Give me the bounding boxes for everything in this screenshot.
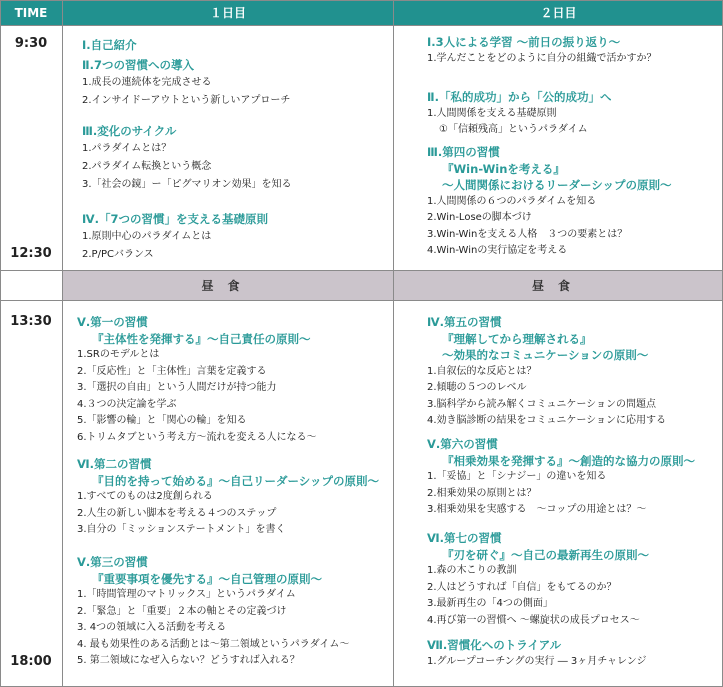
session-heading: Ⅲ.変化のサイクル — [82, 124, 177, 138]
session-heading: Ⅱ.7つの習慣への導入 — [82, 58, 194, 72]
session-item: 4.３つの決定論を学ぶ — [77, 398, 177, 410]
session-item: 3.「社会の鏡」ー「ピグマリオン効果」を知る — [82, 179, 292, 190]
session-item: 2.傾聴の５つのレベル — [427, 382, 527, 393]
session-heading: Ⅵ.第二の習慣 — [77, 457, 152, 471]
session-item: 1.SRのモデルとは — [77, 349, 160, 360]
session-section — [427, 436, 695, 519]
session-item: 2.パラダイム転換という概念 — [82, 161, 212, 172]
session-heading: 『目的を持って始める』～自己リーダーシップの原則～ — [92, 473, 380, 488]
session-item: 3.「選択の自由」という人間だけが持つ能力 — [77, 382, 277, 393]
session-item: 3.脳科学から読み解くコミュニケーションの問題点 — [427, 398, 656, 410]
session-section — [82, 122, 291, 194]
row-divider — [0, 300, 723, 301]
lunch-time-cell — [0, 270, 62, 300]
session-item: 1.人間関係を支える基礎原則 — [427, 107, 557, 119]
session-item: 1.人間関係の６つのパラダイムを知る — [427, 195, 597, 207]
session-section — [77, 554, 349, 670]
session-item: 2.相乗効果の原則とは？ — [427, 487, 537, 499]
header-time: TIME — [0, 0, 62, 25]
session-item: 1.成長の連続体を完成させる — [82, 77, 212, 88]
session-item: 2.人はどうすれば「自信」をもてるのか？ — [427, 581, 617, 593]
session-item: 2.人生の新しい脚本を考える４つのステップ — [77, 507, 277, 519]
session-heading: Ⅰ.3人による学習 ～前日の振り返り～ — [427, 35, 621, 49]
session-item: 1.「妥協」と「シナジー」の違いを知る — [427, 471, 607, 482]
column-divider — [62, 0, 63, 687]
session-section — [427, 314, 666, 430]
session-item: 5.「影響の輪」と「関心の輪」を知る — [77, 415, 247, 426]
session-heading: 『Win-Winを考える』 — [442, 161, 565, 176]
session-item: 1.学んだことをどのように自分の組織で活かすか？ — [427, 52, 657, 64]
session-item: 4.効き脳診断の結果をコミュニケーションに応用する — [427, 415, 666, 426]
session-section — [82, 210, 268, 264]
session-heading: Ⅴ.第一の習慣 — [77, 315, 148, 329]
session-heading: 『主体性を発揮する』～自己責任の原則～ — [92, 331, 311, 346]
session-item: 3.最新再生の「4つの側面」 — [427, 598, 553, 609]
session-item: 6.トリムタブという考え方～流れを変える人になる～ — [77, 431, 317, 443]
session-item: 1.森の木こりの教訓 — [427, 565, 517, 576]
session-item: 3.自分の「ミッションステートメント」を書く — [77, 524, 286, 535]
session-item: 5. 第二領域になぜ入らない？どうすれば入れる？ — [77, 655, 300, 666]
lunch-day2: 昼食 — [393, 270, 723, 300]
session-section — [82, 56, 290, 110]
session-item: 1.「時間管理のマトリックス」というパラダイム — [77, 589, 296, 600]
session-item: 2.Win-Loseの脚本づけ — [427, 212, 532, 223]
session-heading: Ⅶ.習慣化へのトライアル — [427, 638, 562, 652]
session-heading: ～効果的なコミュニケーションの原則～ — [442, 348, 649, 362]
session-item: 2.P/PCバランス — [82, 249, 154, 260]
session-section — [82, 36, 137, 54]
lunch-day1: 昼食 — [62, 270, 393, 300]
row-divider — [0, 25, 723, 26]
session-heading: 『重要事項を優先する』～自己管理の原則～ — [92, 571, 322, 586]
row-divider — [0, 270, 723, 271]
session-section — [427, 530, 649, 629]
session-item: 4.Win-Winの実行協定を考える — [427, 245, 568, 256]
session-item: 1.自叙伝的な反応とは？ — [427, 365, 537, 377]
border — [0, 0, 723, 1]
column-divider — [393, 0, 394, 687]
session-item: 3.Win-Winを支える人格 ３つの要素とは？ — [427, 228, 628, 240]
session-item: 3. 4つの領域に入る活動を考える — [77, 622, 227, 633]
session-item: 1.パラダイムとは？ — [82, 143, 172, 154]
session-heading: Ⅴ.第三の習慣 — [77, 555, 148, 569]
session-item: ①「信頼残高」というパラダイム — [439, 124, 588, 135]
session-heading: Ⅴ.第六の習慣 — [427, 437, 498, 451]
session-item: 1.原則中心のパラダイムとは — [82, 231, 212, 242]
time-end-afternoon: 18:00 — [10, 654, 52, 669]
session-item: 1.グループコーチングの実行 ― 3ヶ月チャレンジ — [427, 655, 647, 667]
time-start-afternoon: 13:30 — [10, 314, 52, 329]
header-day2: ２日目 — [393, 0, 723, 25]
session-heading: Ⅱ.「私的成功」から「公的成功」へ — [427, 90, 612, 104]
session-heading: Ⅵ.第七の習慣 — [427, 531, 502, 545]
session-heading: 『相乗効果を発揮する』～創造的な協力の原則～ — [442, 453, 695, 468]
session-section — [427, 637, 646, 670]
time-end-morning: 12:30 — [10, 246, 52, 261]
session-section — [427, 89, 611, 139]
session-item: 2.「反応性」と「主体性」言葉を定義する — [77, 365, 267, 377]
time-start-morning: 9:30 — [14, 36, 48, 51]
session-heading: ～人間関係におけるリーダーシップの原則～ — [442, 178, 672, 192]
session-heading: Ⅳ.「7つの習慣」を支える基礎原則 — [82, 212, 269, 226]
session-item: 2.「緊急」と「重要」２本の軸とその定義づけ — [77, 605, 287, 617]
session-item: 2.インサイドーアウトという新しいアプローチ — [82, 95, 291, 106]
border — [0, 0, 1, 687]
session-item: 4. 最も効果性のある活動とは～第二領域というパラダイム～ — [77, 638, 350, 650]
session-section — [427, 144, 672, 260]
session-heading: Ⅰ.自己紹介 — [82, 38, 137, 52]
session-heading: Ⅳ.第五の習慣 — [427, 315, 502, 329]
session-item: 4.再び第一の習慣へ ～螺旋状の成長プロセス～ — [427, 614, 640, 626]
session-section — [77, 314, 317, 446]
session-heading: 『理解してから理解される』 — [442, 331, 592, 346]
session-item: 1.すべてのものは2度創られる — [77, 491, 213, 502]
session-heading: 『刃を研ぐ』～自己の最新再生の原則～ — [442, 547, 649, 562]
session-item: 3.相乗効果を実感する ～コップの用途とは？～ — [427, 504, 647, 515]
session-section — [77, 456, 379, 539]
session-heading: Ⅲ.第四の習慣 — [427, 145, 500, 159]
header-day1: １日目 — [62, 0, 393, 25]
session-section — [427, 34, 657, 67]
